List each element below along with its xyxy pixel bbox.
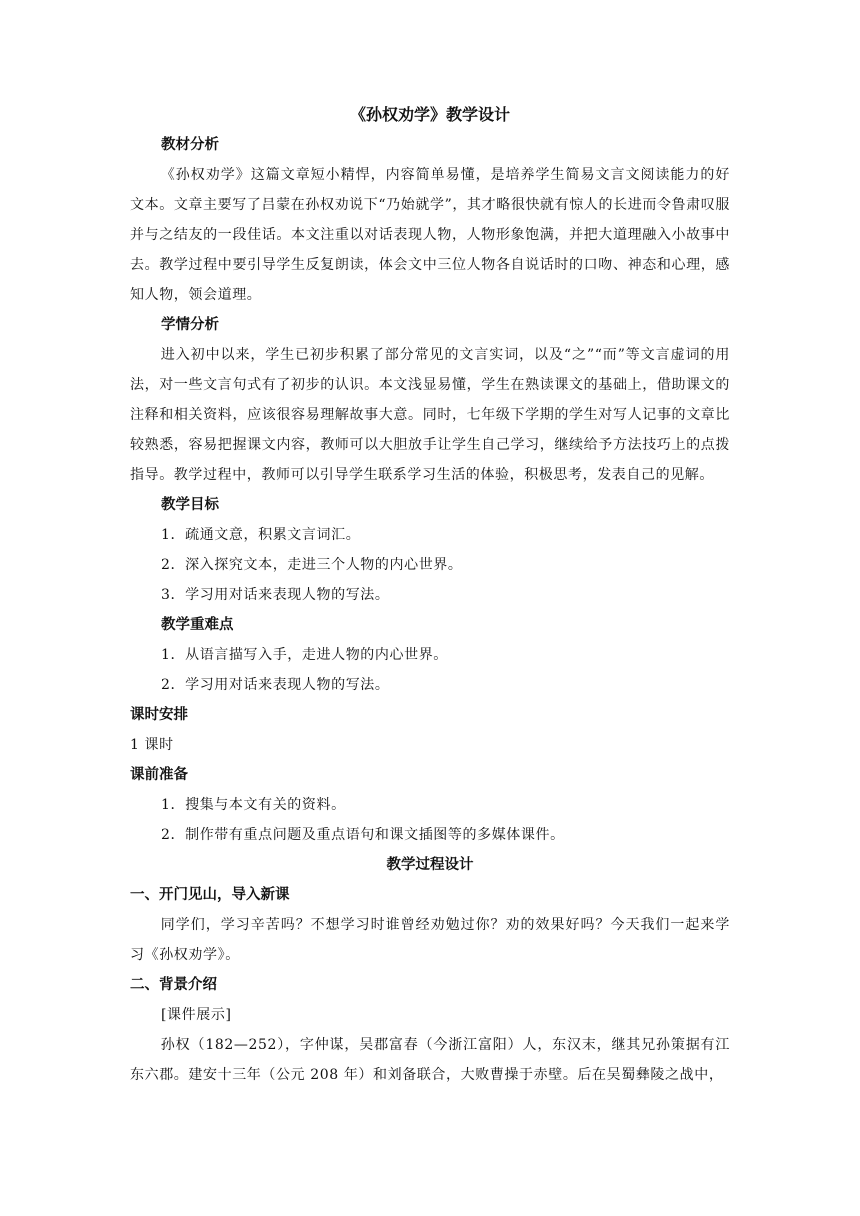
document-body	[130, 100, 730, 1090]
key-difficulty-item: 1．从语言描写入手，走进人物的内心世界。	[161, 647, 448, 663]
student-analysis-paragraph: 进入初中以来，学生已初步积累了部分常见的文言实词，以及“之”“而”等文言虚词的用法，对一些文言句式有了初步的认识。本文浅显易懂，学生在熟读课文的基础上，借助课文的注释和相关资料，应该很容易理解故事大意。同时，七年级下学期的学生对写人记事的文章比较熟悉，容易把握课文内容，教师可以大胆放手让学生自己学习，继续给予方法技巧上的点拨指导。教学过程中，教师可以引导学生联系学习生活的体验，积极思考，发表自己的见解。	[130, 347, 730, 483]
section-heading-key-difficulties: 教学重难点	[161, 617, 234, 633]
teaching-goal-item: 1．疏通文意，积累文言词汇。	[161, 527, 361, 543]
section-heading-schedule: 课时安排	[130, 707, 188, 723]
process-part2-paragraph: 孙权（182—252），字仲谋，吴郡富春（今浙江富阳）人，东汉末，继其兄孙策据有江东六郡。建安十三年（公元 208 年）和刘备联合，大败曹操于赤壁。后在吴蜀彝陵之战中，	[130, 1037, 730, 1083]
process-part1-paragraph: 同学们，学习辛苦吗？不想学习时谁曾经劝勉过你？劝的效果好吗？今天我们一起来学习《孙权劝学》。	[130, 917, 730, 963]
key-difficulty-item: 2．学习用对话来表现人物的写法。	[161, 677, 390, 693]
document-title: 《孙权劝学》教学设计	[349, 105, 510, 124]
teaching-goal-item: 2．深入探究文本，走进三个人物的内心世界。	[161, 557, 463, 573]
section-heading-textbook-analysis: 教材分析	[161, 137, 219, 153]
schedule-text: 1 课时	[130, 737, 174, 753]
section-heading-student-analysis: 学情分析	[161, 317, 219, 333]
teaching-goal-item: 3．学习用对话来表现人物的写法。	[161, 587, 390, 603]
preparation-item: 2．制作带有重点问题及重点语句和课文插图等的多媒体课件。	[161, 827, 565, 843]
courseware-note: [课件展示]	[161, 1007, 232, 1023]
section-heading-preparation: 课前准备	[130, 767, 188, 783]
textbook-analysis-paragraph: 《孙权劝学》这篇文章短小精悍，内容简单易懂，是培养学生简易文言文阅读能力的好文本。文章主要写了吕蒙在孙权劝说下“乃始就学”，其才略很快就有惊人的长进而令鲁肃叹服并与之结友的一段佳话。本文注重以对话表现人物，人物形象饱满，并把大道理融入小故事中去。教学过程中要引导学生反复朗读，体会文中三位人物各自说话时的口吻、神态和心理，感知人物，领会道理。	[130, 167, 730, 303]
process-part1-heading: 一、开门见山，导入新课	[130, 887, 290, 903]
preparation-item: 1．搜集与本文有关的资料。	[161, 797, 346, 813]
process-part2-heading: 二、背景介绍	[130, 977, 217, 993]
teaching-process-heading: 教学过程设计	[386, 857, 474, 873]
section-heading-teaching-goals: 教学目标	[161, 497, 219, 513]
